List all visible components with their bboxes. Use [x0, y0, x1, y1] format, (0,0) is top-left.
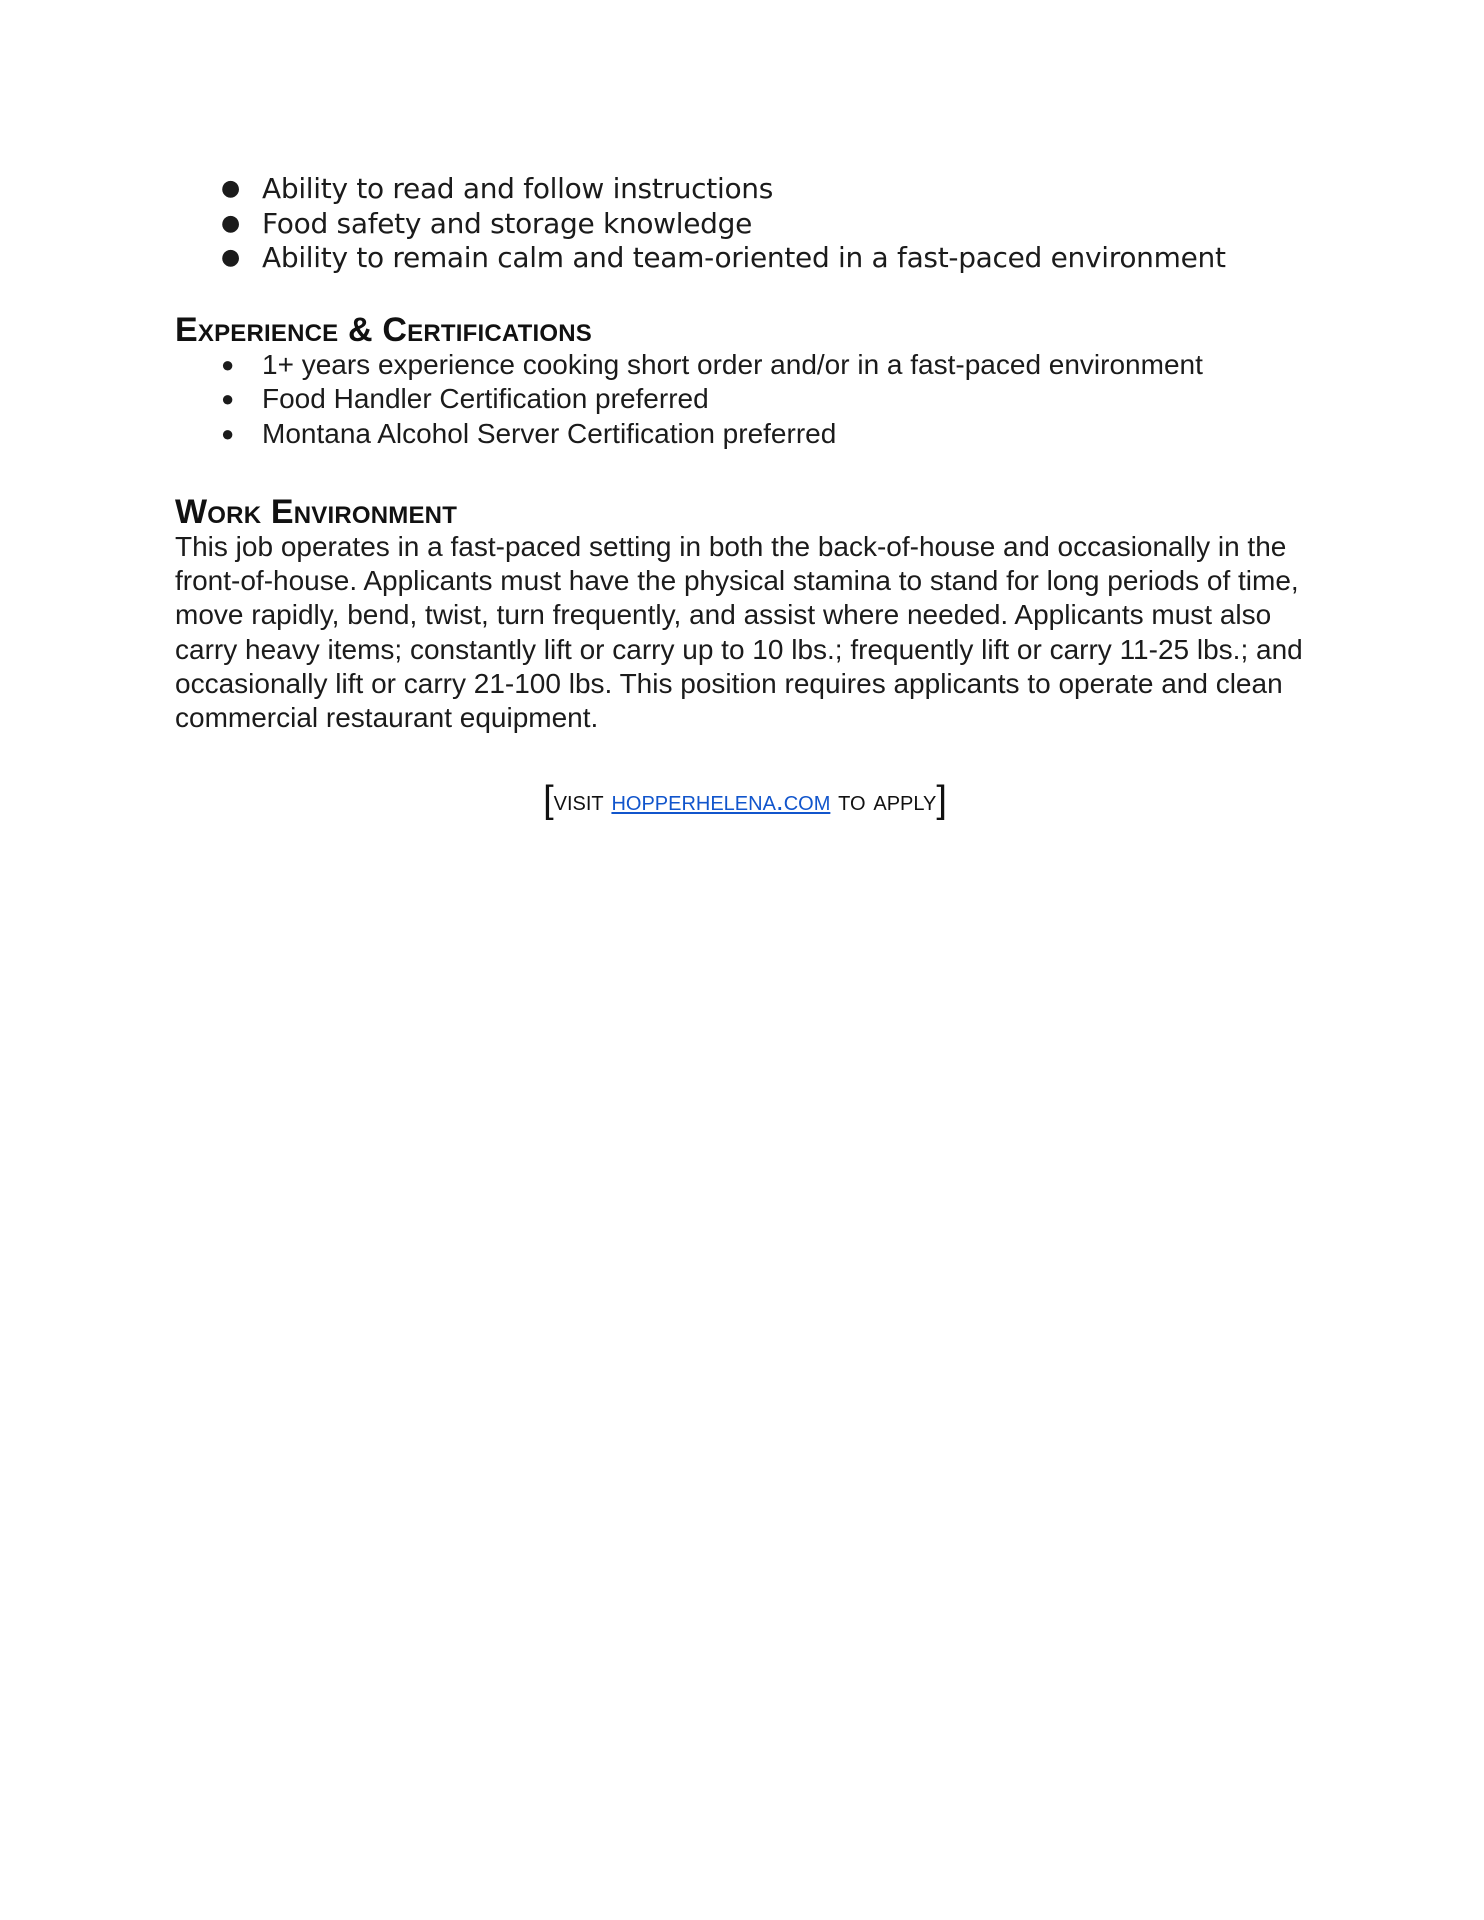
list-item-text: Food Handler Certification preferred: [262, 383, 709, 414]
list-item-text: Food safety and storage knowledge: [262, 206, 753, 240]
work-environment-paragraph: This job operates in a fast-paced setting in both the back-of-house and occasionally in the front-of-house. Applicants must have the physical stamina to stand for long periods of time, move rapidly, bend, twist, turn frequently, and assist where needed. Applicants must also carry heavy items; constantly lift or carry up to 10 lbs.; frequently lift or carry 11-25 lbs.; and occasionally lift or carry 21-100 lbs. This position requires applicants to operate and clean commercial restaurant equipment.: [175, 531, 1303, 734]
apply-callout: [175, 780, 1315, 821]
list-item-text: 1+ years experience cooking short order and/or in a fast-paced environment: [262, 348, 1203, 380]
close-bracket: ]: [936, 779, 947, 821]
bullet-icon: ●: [221, 351, 235, 377]
experience-list: [175, 348, 1315, 452]
bullet-icon: ●: [221, 176, 240, 201]
list-item: [175, 241, 1315, 276]
list-item-text: Ability to read and follow instructions: [262, 172, 774, 205]
open-bracket: [: [543, 779, 554, 821]
work-environment-heading: Work Environment: [175, 493, 458, 531]
experience-heading: Experience & Certifications: [175, 310, 592, 349]
list-item-text: Montana Alcohol Server Certification preferred: [262, 417, 837, 449]
list-item: [175, 207, 1315, 242]
list-item: [175, 348, 1315, 383]
bullet-icon: ●: [221, 245, 240, 270]
document-content: [175, 172, 1315, 821]
apply-prefix: visit: [553, 785, 604, 816]
apply-suffix: to apply: [838, 785, 937, 816]
apply-website-link[interactable]: hopperhelena.com: [611, 785, 831, 816]
bullet-icon: ●: [221, 210, 240, 236]
bullet-icon: ●: [221, 386, 235, 411]
list-item: [175, 382, 1315, 417]
skills-list: [175, 172, 1315, 276]
list-item: [175, 417, 1315, 452]
bullet-icon: ●: [221, 420, 235, 446]
list-item-text: Ability to remain calm and team-oriented in a fast-paced environment: [262, 241, 1226, 274]
list-item: [175, 172, 1315, 207]
